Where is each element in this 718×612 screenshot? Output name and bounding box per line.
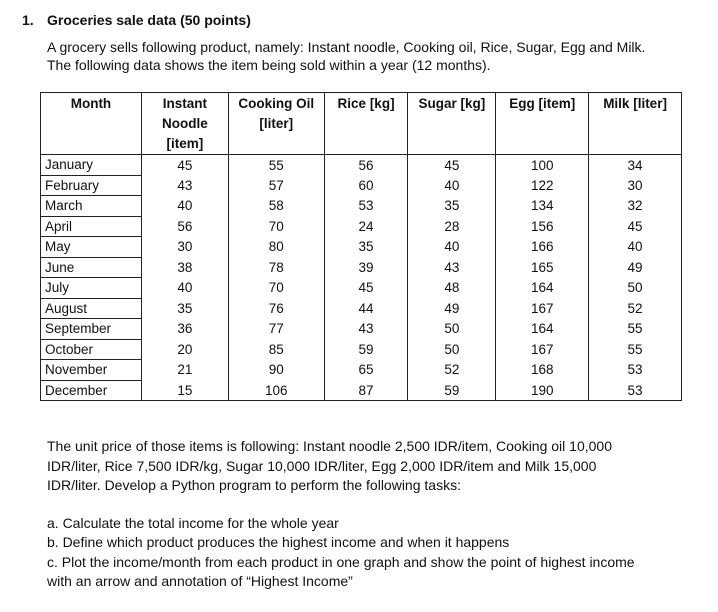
cell-cooking-oil: 57: [228, 175, 324, 196]
cell-milk: 45: [589, 216, 682, 237]
cell-egg: 167: [496, 339, 589, 360]
cell-month: November: [41, 360, 142, 381]
task-b: b. Define which product produces the highest income and when it happens: [47, 534, 510, 550]
cell-milk: 30: [589, 175, 682, 196]
cell-egg: 134: [496, 196, 589, 217]
cell-month: October: [41, 339, 142, 360]
cell-sugar: 48: [408, 278, 496, 299]
cell-instant-noodle: 43: [141, 175, 228, 196]
header-instant-noodle: Instant Noodle [item]: [141, 93, 228, 155]
cell-instant-noodle: 40: [141, 196, 228, 217]
cell-rice: 53: [324, 196, 408, 217]
cell-egg: 167: [496, 298, 589, 319]
task-c: c. Plot the income/month from each product in one graph and show the point of highest income: [47, 553, 635, 570]
cell-instant-noodle: 21: [141, 360, 228, 381]
task-a: a. Calculate the total income for the whole year: [47, 514, 339, 531]
cell-rice: 87: [324, 380, 408, 401]
table-row: [41, 175, 682, 196]
cell-month: September: [41, 319, 142, 340]
sales-table: [40, 92, 682, 401]
intro-line: A grocery sells following product, namely: Instant noodle, Cooking oil, Rice, Sugar, Egg and Milk.: [47, 39, 646, 55]
cell-cooking-oil: 70: [228, 278, 324, 299]
cell-instant-noodle: 35: [141, 298, 228, 319]
header-sugar: Sugar [kg]: [408, 93, 496, 155]
cell-milk: 32: [589, 196, 682, 217]
table-row: [41, 278, 682, 299]
cell-month: June: [41, 257, 142, 278]
header-cooking-oil: Cooking Oil [liter]: [228, 93, 324, 155]
intro-line: The following data shows the item being sold within a year (12 months).: [47, 57, 491, 73]
table-row: [41, 339, 682, 360]
cell-egg: 165: [496, 257, 589, 278]
cell-instant-noodle: 20: [141, 339, 228, 360]
cell-rice: 65: [324, 360, 408, 381]
cell-milk: 55: [589, 339, 682, 360]
cell-milk: 50: [589, 278, 682, 299]
cell-month: January: [41, 155, 142, 176]
cell-rice: 24: [324, 216, 408, 237]
table-header-row: [41, 93, 682, 155]
question-number: 1.: [22, 12, 34, 28]
cell-sugar: 35: [408, 196, 496, 217]
header-month: Month: [41, 93, 142, 155]
cell-rice: 35: [324, 237, 408, 258]
cell-cooking-oil: 80: [228, 237, 324, 258]
table-row: [41, 360, 682, 381]
table-row: [41, 319, 682, 340]
cell-rice: 59: [324, 339, 408, 360]
cell-cooking-oil: 106: [228, 380, 324, 401]
table-row: [41, 257, 682, 278]
cell-sugar: 50: [408, 339, 496, 360]
task-c-continued: with an arrow and annotation of “Highest Income”: [47, 573, 353, 589]
instructions: [47, 437, 687, 592]
cell-milk: 34: [589, 155, 682, 176]
cell-instant-noodle: 38: [141, 257, 228, 278]
table-row: [41, 380, 682, 401]
cell-instant-noodle: 45: [141, 155, 228, 176]
cell-sugar: 50: [408, 319, 496, 340]
cell-milk: 49: [589, 257, 682, 278]
cell-instant-noodle: 15: [141, 380, 228, 401]
cell-egg: 156: [496, 216, 589, 237]
cell-milk: 53: [589, 380, 682, 401]
price-line: The unit price of those items is following: Instant noodle 2,500 IDR/item, Cooking oil 10,000: [47, 438, 612, 454]
cell-instant-noodle: 36: [141, 319, 228, 340]
cell-milk: 40: [589, 237, 682, 258]
cell-rice: 43: [324, 319, 408, 340]
cell-month: February: [41, 175, 142, 196]
table-row: [41, 216, 682, 237]
header-rice: Rice [kg]: [324, 93, 408, 155]
table-row: [41, 155, 682, 176]
cell-month: December: [41, 380, 142, 401]
price-line: IDR/liter, Rice 7,500 IDR/kg, Sugar 10,000 IDR/liter, Egg 2,000 IDR/item and Milk 15,000: [47, 457, 597, 474]
cell-instant-noodle: 30: [141, 237, 228, 258]
cell-instant-noodle: 40: [141, 278, 228, 299]
cell-month: July: [41, 278, 142, 299]
table-row: [41, 196, 682, 217]
cell-month: August: [41, 298, 142, 319]
cell-rice: 60: [324, 175, 408, 196]
cell-cooking-oil: 90: [228, 360, 324, 381]
cell-cooking-oil: 58: [228, 196, 324, 217]
cell-month: May: [41, 237, 142, 258]
cell-month: April: [41, 216, 142, 237]
cell-egg: 100: [496, 155, 589, 176]
header-milk: Milk [liter]: [589, 93, 682, 155]
cell-milk: 52: [589, 298, 682, 319]
cell-cooking-oil: 77: [228, 319, 324, 340]
cell-milk: 55: [589, 319, 682, 340]
intro-paragraph: [47, 38, 645, 74]
cell-cooking-oil: 76: [228, 298, 324, 319]
table-row: [41, 298, 682, 319]
cell-egg: 190: [496, 380, 589, 401]
cell-sugar: 28: [408, 216, 496, 237]
cell-milk: 53: [589, 360, 682, 381]
cell-month: March: [41, 196, 142, 217]
cell-sugar: 52: [408, 360, 496, 381]
cell-cooking-oil: 70: [228, 216, 324, 237]
cell-rice: 39: [324, 257, 408, 278]
cell-sugar: 40: [408, 175, 496, 196]
table-row: [41, 237, 682, 258]
cell-egg: 166: [496, 237, 589, 258]
cell-instant-noodle: 56: [141, 216, 228, 237]
cell-cooking-oil: 55: [228, 155, 324, 176]
question-heading: [22, 12, 251, 28]
cell-sugar: 40: [408, 237, 496, 258]
question-title: Groceries sale data (50 points): [47, 12, 251, 28]
cell-sugar: 43: [408, 257, 496, 278]
cell-egg: 122: [496, 175, 589, 196]
cell-egg: 168: [496, 360, 589, 381]
cell-rice: 56: [324, 155, 408, 176]
header-egg: Egg [item]: [496, 93, 589, 155]
cell-egg: 164: [496, 278, 589, 299]
cell-egg: 164: [496, 319, 589, 340]
cell-cooking-oil: 85: [228, 339, 324, 360]
cell-sugar: 45: [408, 155, 496, 176]
price-line: IDR/liter. Develop a Python program to perform the following tasks:: [47, 477, 461, 493]
cell-rice: 44: [324, 298, 408, 319]
cell-rice: 45: [324, 278, 408, 299]
cell-sugar: 49: [408, 298, 496, 319]
cell-sugar: 59: [408, 380, 496, 401]
cell-cooking-oil: 78: [228, 257, 324, 278]
